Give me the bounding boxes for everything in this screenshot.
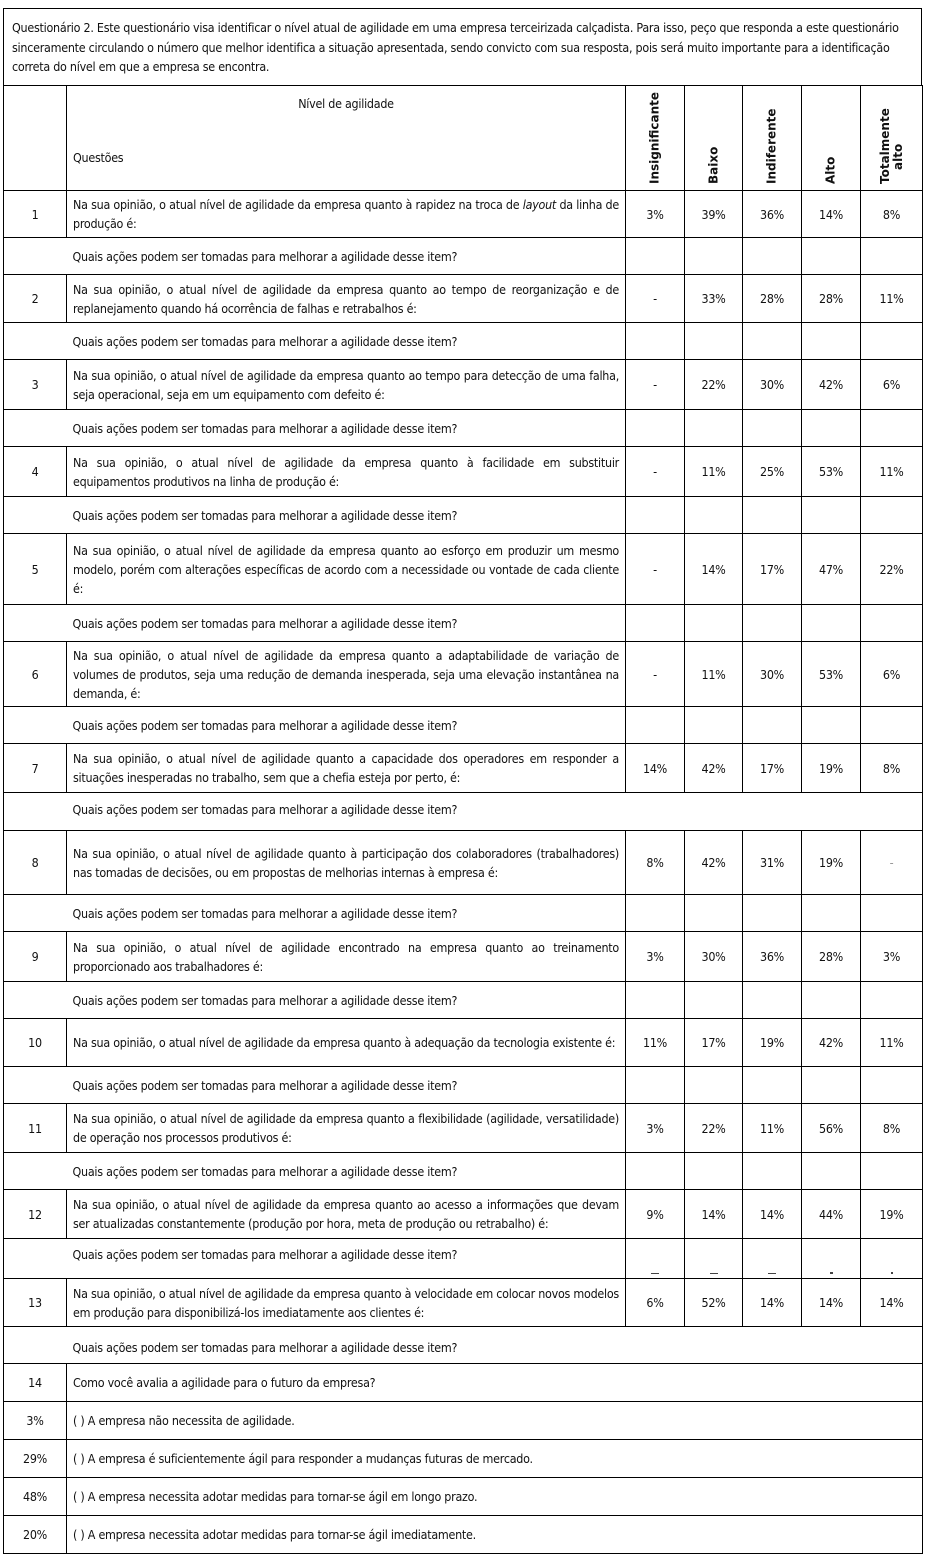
option-text[interactable]: ( ) A empresa é suficientemente ágil para responder a mudanças futuras de mercado. <box>67 1440 923 1478</box>
future-option-row[interactable] <box>4 1478 923 1516</box>
action-prompt-text[interactable]: Quais ações podem ser tomadas para melhorar a agilidade desse item? <box>67 982 626 1019</box>
action-prompt-row <box>4 982 923 1019</box>
question-text: Na sua opinião, o atual nível de agilidade da empresa quanto ao tempo para detecção de uma falha, seja operacional, seja em um equipamento com defeito é: <box>67 360 626 410</box>
header-totalmente-line2: alto <box>890 143 905 170</box>
header-baixo-label: Baixo <box>706 146 720 184</box>
action-number-cell <box>4 605 67 642</box>
question-number: 9 <box>4 932 67 982</box>
action-prompt-row <box>4 410 923 447</box>
response-percentage[interactable]: - <box>861 831 923 895</box>
option-percentage: 20% <box>4 1516 67 1554</box>
response-percentage[interactable]: 8% <box>861 1104 923 1153</box>
question-row <box>4 1190 923 1239</box>
action-answer-cell[interactable] <box>802 238 861 275</box>
action-prompt-row <box>4 1153 923 1190</box>
action-prompt-row <box>4 1239 923 1279</box>
response-percentage[interactable]: 22% <box>861 534 923 605</box>
future-option-row[interactable] <box>4 1402 923 1440</box>
action-answer-cell[interactable] <box>685 707 743 744</box>
response-percentage[interactable]: 30% <box>685 932 743 982</box>
response-percentage[interactable]: 47% <box>802 534 861 605</box>
response-percentage[interactable]: - <box>626 642 685 707</box>
action-prompt-text[interactable]: Quais ações podem ser tomadas para melhorar a agilidade desse item? <box>67 895 626 932</box>
action-prompt-text[interactable]: Quais ações podem ser tomadas para melhorar a agilidade desse item? <box>67 238 626 275</box>
action-answer-cell[interactable] <box>861 707 923 744</box>
response-percentage[interactable]: 22% <box>685 360 743 410</box>
action-answer-cell[interactable] <box>685 1067 743 1104</box>
answer-mark <box>802 1248 860 1278</box>
question-text: Na sua opinião, o atual nível de agilidade da empresa quanto à facilidade em substituir equipamentos produtivos na linha de produção é: <box>67 447 626 497</box>
action-prompt-text[interactable]: Quais ações podem ser tomadas para melhorar a agilidade desse item? <box>67 1067 626 1104</box>
response-percentage[interactable]: 19% <box>743 1019 802 1067</box>
future-option-row[interactable] <box>4 1440 923 1478</box>
action-prompt-row <box>4 707 923 744</box>
response-percentage[interactable]: 3% <box>861 932 923 982</box>
question-text: Na sua opinião, o atual nível de agilidade da empresa quanto ao esforço em produzir um mesmo modelo, porém com alterações específicas de acordo com a necessidade ou vontade de cada cliente é: <box>67 534 626 605</box>
response-percentage[interactable]: 14% <box>626 744 685 793</box>
question-number: 1 <box>4 191 67 238</box>
action-number-cell <box>4 238 67 275</box>
option-percentage: 48% <box>4 1478 67 1516</box>
header-alto <box>802 86 861 191</box>
action-prompt-row <box>4 323 923 360</box>
question-number: 8 <box>4 831 67 895</box>
question-row <box>4 1019 923 1067</box>
action-answer-cell[interactable] <box>743 323 802 360</box>
response-percentage[interactable]: 28% <box>802 275 861 323</box>
response-percentage[interactable]: 6% <box>861 360 923 410</box>
question-number: 6 <box>4 642 67 707</box>
action-prompt-row <box>4 1327 923 1364</box>
response-percentage[interactable]: 36% <box>743 932 802 982</box>
action-answer-cell[interactable] <box>861 1239 923 1279</box>
header-questions-cell <box>67 86 626 191</box>
action-number-cell <box>4 497 67 534</box>
action-answer-cell[interactable] <box>802 323 861 360</box>
response-percentage[interactable]: 31% <box>743 831 802 895</box>
action-prompt-text[interactable]: Quais ações podem ser tomadas para melhorar a agilidade desse item? <box>67 323 626 360</box>
action-answer-cell[interactable] <box>743 410 802 447</box>
response-percentage[interactable]: 8% <box>626 831 685 895</box>
question-row <box>4 447 923 497</box>
action-prompt-row <box>4 238 923 275</box>
question-row <box>4 360 923 410</box>
option-text[interactable]: ( ) A empresa necessita adotar medidas para tornar-se ágil em longo prazo. <box>67 1478 923 1516</box>
response-percentage[interactable]: 11% <box>626 1019 685 1067</box>
action-answer-cell[interactable] <box>685 982 743 1019</box>
response-percentage[interactable]: 28% <box>802 932 861 982</box>
action-answer-cell[interactable] <box>861 410 923 447</box>
response-percentage[interactable]: 14% <box>743 1190 802 1239</box>
action-answer-cell[interactable] <box>626 497 685 534</box>
action-answer-cell[interactable] <box>743 982 802 1019</box>
response-percentage[interactable]: - <box>626 534 685 605</box>
header-insignificante-label: Insignificante <box>647 91 662 184</box>
action-number-cell <box>4 982 67 1019</box>
response-percentage[interactable]: 14% <box>861 1279 923 1327</box>
response-percentage[interactable]: 14% <box>802 1279 861 1327</box>
header-baixo <box>685 86 743 191</box>
question-row <box>4 932 923 982</box>
action-answer-cell[interactable] <box>743 1239 802 1279</box>
action-answer-cell[interactable] <box>626 895 685 932</box>
action-number-cell <box>4 410 67 447</box>
answer-mark <box>861 1248 922 1278</box>
question-number: 4 <box>4 447 67 497</box>
response-percentage[interactable]: 53% <box>802 447 861 497</box>
question-14-row <box>4 1364 923 1402</box>
question-text: Na sua opinião, o atual nível de agilidade da empresa quanto ao acesso a informações que devam ser atualizadas constantemente (produção por hora, meta de produção ou retrabalho) é: <box>67 1190 626 1239</box>
question-text: Na sua opinião, o atual nível de agilidade quanto a capacidade dos operadores em responder a situações inesperadas no trabalho, sem que a chefia esteja por perto, é: <box>67 744 626 793</box>
question-text: Na sua opinião, o atual nível de agilidade da empresa quanto ao tempo de reorganização e de replanejamento quando há ocorrência de falhas e retrabalhos é: <box>67 275 626 323</box>
response-percentage[interactable]: 3% <box>626 191 685 238</box>
question-text: Na sua opinião, o atual nível de agilidade da empresa quanto a flexibilidade (agilidade, versatilidade) de operação nos processos produtivos é: <box>67 1104 626 1153</box>
action-number-cell <box>4 1153 67 1190</box>
action-answer-cell[interactable] <box>743 1153 802 1190</box>
action-answer-cell[interactable] <box>743 238 802 275</box>
action-answer-cell[interactable] <box>626 707 685 744</box>
question-row <box>4 1279 923 1327</box>
question-text: Na sua opinião, o atual nível de agilidade da empresa quanto à velocidade em colocar novos modelos em produção para disponibilizá-los imediatamente aos clientes é: <box>67 1279 626 1327</box>
action-prompt-row <box>4 895 923 932</box>
action-answer-cell[interactable] <box>685 497 743 534</box>
response-percentage[interactable]: 11% <box>861 1019 923 1067</box>
question-number: 5 <box>4 534 67 605</box>
question-text: Na sua opinião, o atual nível de agilidade encontrado na empresa quanto ao treinamento proporcionado aos trabalhadores é: <box>67 932 626 982</box>
action-prompt-text[interactable]: Quais ações podem ser tomadas para melhorar a agilidade desse item? <box>67 605 626 642</box>
action-prompt-text[interactable]: Quais ações podem ser tomadas para melhorar a agilidade desse item? <box>67 707 626 744</box>
response-percentage[interactable]: 53% <box>802 642 861 707</box>
action-answer-cell[interactable] <box>685 605 743 642</box>
action-answer-cell[interactable] <box>626 1153 685 1190</box>
response-percentage[interactable]: 11% <box>743 1104 802 1153</box>
response-percentage[interactable]: - <box>626 447 685 497</box>
header-indiferente <box>743 86 802 191</box>
intro-text: Este questionário visa identificar o nível atual de agilidade em uma empresa terceirizada calçadista. Para isso, peço que responda a este questionário sinceramente circulando o número que melhor identifica a situação apresentada, sendo convicto com sua resposta, pois será muito importante para a identificação correta do nível em que a empresa se encontra. <box>12 20 899 74</box>
response-percentage[interactable]: 17% <box>685 1019 743 1067</box>
action-number-cell <box>4 1239 67 1279</box>
action-answer-cell[interactable] <box>802 1239 861 1279</box>
answer-mark <box>685 1248 742 1278</box>
response-percentage[interactable]: 30% <box>743 642 802 707</box>
question-text: Na sua opinião, o atual nível de agilidade da empresa quanto à adequação da tecnologia existente é: <box>67 1019 626 1067</box>
action-prompt-text[interactable]: Quais ações podem ser tomadas para melhorar a agilidade desse item? <box>67 1153 626 1190</box>
response-percentage[interactable]: 22% <box>685 1104 743 1153</box>
header-questions-label: Questões <box>73 150 124 165</box>
question-text: Na sua opinião, o atual nível de agilidade quanto à participação dos colaboradores (trabalhadores) nas tomadas de decisões, ou em propostas de melhorias internas à empresa é: <box>67 831 626 895</box>
response-percentage[interactable]: 3% <box>626 932 685 982</box>
action-answer-cell[interactable] <box>861 323 923 360</box>
intro-paragraph <box>3 8 922 85</box>
action-answer-cell[interactable] <box>743 605 802 642</box>
question-text-em: layout <box>522 197 557 212</box>
action-number-cell <box>4 793 67 831</box>
action-answer-cell[interactable] <box>802 982 861 1019</box>
response-percentage[interactable]: - <box>626 360 685 410</box>
response-percentage[interactable]: 33% <box>685 275 743 323</box>
question-row <box>4 1104 923 1153</box>
questionnaire-sheet <box>3 8 922 1554</box>
future-option-row[interactable] <box>4 1516 923 1554</box>
action-answer-cell[interactable] <box>861 497 923 534</box>
action-answer-cell[interactable] <box>861 895 923 932</box>
header-totalmente-alto-label <box>879 108 905 184</box>
response-percentage[interactable]: 11% <box>861 447 923 497</box>
response-percentage[interactable]: 8% <box>861 744 923 793</box>
header-totalmente-alto <box>861 86 923 191</box>
action-prompt-text[interactable]: Quais ações podem ser tomadas para melhorar a agilidade desse item? <box>67 1327 923 1364</box>
question-row <box>4 744 923 793</box>
action-prompt-text[interactable]: Quais ações podem ser tomadas para melhorar a agilidade desse item? <box>67 1239 626 1279</box>
action-answer-cell[interactable] <box>861 982 923 1019</box>
action-answer-cell[interactable] <box>743 707 802 744</box>
question-row <box>4 642 923 707</box>
response-percentage[interactable]: 14% <box>685 534 743 605</box>
intro-label: Questionário 2. <box>12 20 94 35</box>
header-totalmente-line1: Totalmente <box>877 108 892 184</box>
action-number-cell <box>4 1327 67 1364</box>
response-percentage[interactable]: 36% <box>743 191 802 238</box>
response-percentage[interactable]: 19% <box>802 744 861 793</box>
action-number-cell <box>4 323 67 360</box>
question-number: 10 <box>4 1019 67 1067</box>
action-answer-cell[interactable] <box>626 982 685 1019</box>
question-row <box>4 191 923 238</box>
question-row <box>4 831 923 895</box>
header-row <box>4 86 923 191</box>
response-percentage[interactable]: 8% <box>861 191 923 238</box>
option-text[interactable]: ( ) A empresa necessita adotar medidas para tornar-se ágil imediatamente. <box>67 1516 923 1554</box>
question-number: 7 <box>4 744 67 793</box>
action-answer-cell[interactable] <box>743 895 802 932</box>
questionnaire-table <box>3 85 923 1554</box>
action-answer-cell[interactable] <box>685 410 743 447</box>
question-row <box>4 534 923 605</box>
action-answer-cell[interactable] <box>685 1153 743 1190</box>
question-text-post: da linha de produção é: <box>73 197 619 231</box>
response-percentage[interactable]: 28% <box>743 275 802 323</box>
action-answer-cell[interactable] <box>802 1067 861 1104</box>
question-text-pre: Na sua opinião, o atual nível de agilidade da empresa quanto à rapidez na troca de <box>73 197 523 212</box>
header-indiferente-label: Indiferente <box>764 108 779 184</box>
response-percentage[interactable]: 11% <box>685 447 743 497</box>
action-answer-cell[interactable] <box>626 323 685 360</box>
response-percentage[interactable]: 42% <box>802 1019 861 1067</box>
action-number-cell <box>4 895 67 932</box>
response-percentage[interactable]: 42% <box>685 744 743 793</box>
response-percentage[interactable]: 17% <box>743 534 802 605</box>
action-answer-cell[interactable] <box>685 238 743 275</box>
action-answer-cell[interactable] <box>626 238 685 275</box>
action-prompt-row <box>4 605 923 642</box>
response-percentage[interactable]: 19% <box>802 831 861 895</box>
action-prompt-text[interactable]: Quais ações podem ser tomadas para melhorar a agilidade desse item? <box>67 410 626 447</box>
response-percentage[interactable]: 19% <box>861 1190 923 1239</box>
action-answer-cell[interactable] <box>685 895 743 932</box>
action-prompt-row <box>4 497 923 534</box>
option-percentage: 3% <box>4 1402 67 1440</box>
question-14-text: Como você avalia a agilidade para o futuro da empresa? <box>67 1364 923 1402</box>
action-answer-cell[interactable] <box>861 1153 923 1190</box>
response-percentage[interactable]: 6% <box>861 642 923 707</box>
response-percentage[interactable]: 3% <box>626 1104 685 1153</box>
action-answer-cell[interactable] <box>685 1239 743 1279</box>
response-percentage[interactable]: 52% <box>685 1279 743 1327</box>
action-prompt-text[interactable]: Quais ações podem ser tomadas para melhorar a agilidade desse item? <box>67 793 923 831</box>
header-number-cell <box>4 86 67 191</box>
response-percentage[interactable]: 17% <box>743 744 802 793</box>
question-number: 12 <box>4 1190 67 1239</box>
action-answer-cell[interactable] <box>685 323 743 360</box>
action-answer-cell[interactable] <box>802 410 861 447</box>
question-text <box>67 191 626 238</box>
response-percentage[interactable]: - <box>626 275 685 323</box>
response-percentage[interactable]: 14% <box>685 1190 743 1239</box>
action-number-cell <box>4 1067 67 1104</box>
action-number-cell <box>4 707 67 744</box>
question-number: 3 <box>4 360 67 410</box>
question-number: 2 <box>4 275 67 323</box>
response-percentage[interactable]: 30% <box>743 360 802 410</box>
response-percentage[interactable]: 25% <box>743 447 802 497</box>
option-percentage: 29% <box>4 1440 67 1478</box>
question-number: 13 <box>4 1279 67 1327</box>
response-percentage[interactable]: 42% <box>685 831 743 895</box>
action-answer-cell[interactable] <box>626 1239 685 1279</box>
header-title: Nível de agilidade <box>298 96 394 111</box>
response-percentage[interactable]: 14% <box>802 191 861 238</box>
action-answer-cell[interactable] <box>802 605 861 642</box>
answer-mark <box>743 1248 801 1278</box>
response-percentage[interactable]: 11% <box>861 275 923 323</box>
action-answer-cell[interactable] <box>802 497 861 534</box>
response-percentage[interactable]: 11% <box>685 642 743 707</box>
response-percentage[interactable]: 39% <box>685 191 743 238</box>
action-answer-cell[interactable] <box>626 1067 685 1104</box>
action-answer-cell[interactable] <box>743 497 802 534</box>
question-text: Na sua opinião, o atual nível de agilidade da empresa quanto a adaptabilidade de variação de volumes de produtos, seja uma redução de demanda inesperada, seja uma elevação instantânea na demanda, é: <box>67 642 626 707</box>
option-text[interactable]: ( ) A empresa não necessita de agilidade. <box>67 1402 923 1440</box>
question-number: 14 <box>4 1364 67 1402</box>
action-answer-cell[interactable] <box>626 605 685 642</box>
response-percentage[interactable]: 42% <box>802 360 861 410</box>
header-insignificante <box>626 86 685 191</box>
header-alto-label: Alto <box>823 156 838 184</box>
response-percentage[interactable]: 6% <box>626 1279 685 1327</box>
action-prompt-row <box>4 1067 923 1104</box>
action-answer-cell[interactable] <box>626 410 685 447</box>
response-percentage[interactable]: 44% <box>802 1190 861 1239</box>
response-percentage[interactable]: 14% <box>743 1279 802 1327</box>
action-answer-cell[interactable] <box>861 238 923 275</box>
response-percentage[interactable]: 56% <box>802 1104 861 1153</box>
action-prompt-text[interactable]: Quais ações podem ser tomadas para melhorar a agilidade desse item? <box>67 497 626 534</box>
action-answer-cell[interactable] <box>802 1153 861 1190</box>
action-prompt-row <box>4 793 923 831</box>
action-answer-cell[interactable] <box>861 605 923 642</box>
question-row <box>4 275 923 323</box>
action-answer-cell[interactable] <box>802 707 861 744</box>
response-percentage[interactable]: 9% <box>626 1190 685 1239</box>
answer-mark <box>626 1248 684 1278</box>
question-number: 11 <box>4 1104 67 1153</box>
action-answer-cell[interactable] <box>802 895 861 932</box>
action-answer-cell[interactable] <box>743 1067 802 1104</box>
action-answer-cell[interactable] <box>861 1067 923 1104</box>
